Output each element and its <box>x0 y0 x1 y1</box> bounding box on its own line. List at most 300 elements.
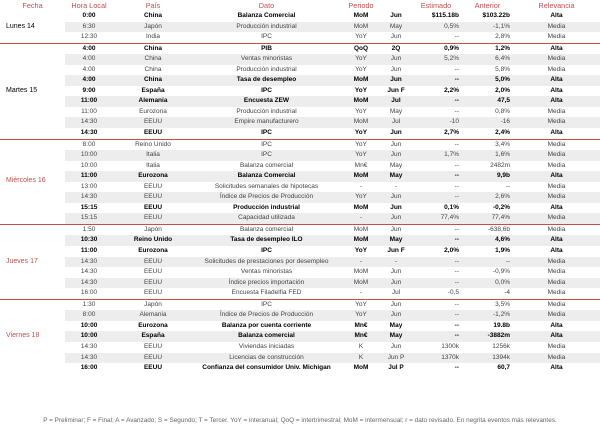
country-cell: EEUU <box>113 257 193 268</box>
unit-cell: YoY <box>354 129 368 137</box>
event-cell: Índice precios importación <box>193 278 340 289</box>
relevance-cell: Media <box>547 182 566 190</box>
estimate-cell: -- <box>454 33 459 41</box>
period-cell: Jun P <box>382 353 410 364</box>
relevance-cell: Media <box>513 278 600 289</box>
event-cell: Empire manufacturero <box>193 117 340 128</box>
unit-cell: MoM <box>340 22 382 33</box>
period-cell: Jul <box>382 117 410 128</box>
country-cell: EEUU <box>113 117 193 128</box>
event-cell: IPC <box>193 150 340 161</box>
previous-cell: 2,6% <box>462 192 513 203</box>
unit-cell: MoM <box>340 75 382 86</box>
event-row <box>0 257 600 268</box>
period-cell: Jun <box>390 65 402 73</box>
period-cell: Jun <box>382 75 410 86</box>
event-cell: Balanza comercial <box>239 161 294 169</box>
estimate-cell: -- <box>410 96 462 107</box>
event-cell: Balanza por cuenta corriente <box>221 321 312 329</box>
event-row <box>0 117 600 128</box>
event-row <box>0 299 600 310</box>
relevance-cell: Media <box>547 342 566 350</box>
event-cell: PIB <box>193 43 340 54</box>
day-label: Martes 15 <box>0 43 65 139</box>
estimate-cell: 0,5% <box>410 22 462 33</box>
event-cell: Producción industrial <box>236 65 297 73</box>
previous-cell: 1256k <box>492 342 510 350</box>
footnote: P = Preliminar; F = Final; A = Avanzado; S = Segundo; T = Tercer. YoY = interanual; QoQ = intertrimestral; MoM = intermensual; r = dato revisado. En negrita eventos más relevantes. <box>43 417 557 424</box>
event-row <box>0 86 600 97</box>
unit-cell: MoM <box>340 171 382 182</box>
estimate-cell: 77,4% <box>410 213 462 224</box>
previous-cell: -0,2% <box>493 203 510 211</box>
time-cell: 0:00 <box>82 12 96 19</box>
event-row <box>0 363 600 374</box>
estimate-cell: -- <box>454 364 459 372</box>
period-cell: - <box>382 257 410 268</box>
unit-cell: YoY <box>340 310 382 321</box>
event-row <box>0 192 600 203</box>
event-row <box>0 107 600 118</box>
country-cell: EEUU <box>143 364 163 372</box>
period-cell: May <box>382 331 410 342</box>
event-cell: Tasa de desempleo ILO <box>193 235 340 246</box>
time-cell: 10:00 <box>65 331 113 342</box>
unit-cell: - <box>340 213 382 224</box>
time-cell: 10:00 <box>65 150 113 161</box>
country-cell: Alemania <box>113 310 193 321</box>
header-row <box>0 0 600 11</box>
event-row <box>0 203 600 214</box>
time-cell: 8:00 <box>65 310 113 321</box>
estimate-cell: -- <box>410 139 462 150</box>
estimate-cell: -- <box>410 192 462 203</box>
relevance-cell: Media <box>513 224 600 235</box>
period-cell: Jun <box>390 33 402 41</box>
period-cell: Jun <box>390 203 402 211</box>
event-cell: IPC <box>261 86 272 94</box>
period-cell: Jun <box>390 342 402 350</box>
relevance-cell: Alta <box>550 129 563 137</box>
relevance-cell: Media <box>513 213 600 224</box>
estimate-cell: -- <box>454 321 459 329</box>
country-cell: China <box>143 12 163 19</box>
unit-cell: MoM <box>340 235 382 246</box>
country-cell: India <box>145 33 161 41</box>
event-row <box>0 150 600 161</box>
unit-cell: K <box>340 353 382 364</box>
previous-cell: 6,4% <box>462 54 513 65</box>
period-cell: Jun <box>382 310 410 321</box>
col-header-time: Hora Local <box>71 1 107 10</box>
previous-cell: 1,2% <box>462 43 513 54</box>
period-cell: May <box>389 161 403 169</box>
previous-cell: $103.22b <box>482 12 510 19</box>
unit-cell: - <box>340 257 382 268</box>
period-cell: Jun <box>390 268 402 276</box>
country-cell: EEUU <box>143 342 163 350</box>
previous-cell: 47,5 <box>462 96 513 107</box>
estimate-cell: 5,2% <box>410 54 462 65</box>
relevance-cell: Alta <box>513 331 600 342</box>
period-cell: Jun F <box>387 86 405 94</box>
period-cell: Jun <box>382 224 410 235</box>
estimate-cell: $115.18b <box>431 12 459 19</box>
event-row <box>0 213 600 224</box>
period-cell: 2Q <box>382 43 410 54</box>
event-cell: IPC <box>261 33 272 41</box>
time-cell: 4:00 <box>65 43 113 54</box>
country-cell: Alemania <box>113 96 193 107</box>
col-header-period-value <box>382 0 410 11</box>
unit-cell: YoY <box>354 247 368 255</box>
estimate-cell: 1,7% <box>410 150 462 161</box>
event-row <box>0 43 600 54</box>
estimate-cell: 2,7% <box>444 129 459 137</box>
relevance-cell: Media <box>513 139 600 150</box>
period-cell: May <box>389 107 403 115</box>
col-header-event: Dato <box>258 1 275 10</box>
previous-cell: 3,5% <box>462 299 513 310</box>
estimate-cell: -- <box>410 171 462 182</box>
period-cell: Jun <box>390 129 402 137</box>
event-cell: Índice de Precios de Producción <box>193 310 340 321</box>
previous-cell: 2,4% <box>495 129 510 137</box>
country-cell: EEUU <box>113 213 193 224</box>
time-cell: 16:00 <box>80 289 98 297</box>
event-cell: IPC <box>193 299 340 310</box>
event-row <box>0 161 600 172</box>
event-cell: Producción industrial <box>233 203 300 211</box>
relevance-cell: Alta <box>550 203 563 211</box>
relevance-cell: Media <box>513 353 600 364</box>
period-cell: Jun <box>382 278 410 289</box>
day-label: Viernes 18 <box>0 299 65 373</box>
time-cell: 14:30 <box>65 257 113 268</box>
previous-cell: 5,0% <box>462 75 513 86</box>
estimate-cell: -- <box>410 257 462 268</box>
event-row <box>0 288 600 299</box>
relevance-cell: Alta <box>550 86 563 94</box>
relevance-cell: Media <box>547 33 566 41</box>
event-cell: Capacidad utilizada <box>193 213 340 224</box>
time-cell: 4:00 <box>65 75 113 86</box>
country-cell: EEUU <box>113 278 193 289</box>
event-cell: Viviendas iniciadas <box>238 342 295 350</box>
time-cell: 11:00 <box>65 96 113 107</box>
country-cell: China <box>113 43 193 54</box>
estimate-cell: -- <box>410 299 462 310</box>
unit-cell: MoM <box>340 278 382 289</box>
time-cell: 1:30 <box>65 299 113 310</box>
country-cell: China <box>113 54 193 65</box>
event-cell: Índice de Precios de Producción <box>193 192 340 203</box>
relevance-cell: Alta <box>513 75 600 86</box>
estimate-cell: -- <box>410 235 462 246</box>
col-header-country: País <box>145 1 161 10</box>
unit-cell: Mn€ <box>340 331 382 342</box>
time-cell: 14:30 <box>65 353 113 364</box>
day-label: Miércoles 16 <box>0 139 65 224</box>
estimate-cell: -10 <box>410 117 462 128</box>
period-cell: Jun <box>382 192 410 203</box>
time-cell: 4:00 <box>65 54 113 65</box>
estimate-cell: -- <box>454 182 459 190</box>
relevance-cell: Media <box>547 107 566 115</box>
relevance-cell: Media <box>513 299 600 310</box>
col-header-previous: Anterior <box>474 1 501 10</box>
time-cell: 6:30 <box>65 22 113 33</box>
event-cell: Solicitudes semanales de hipotecas <box>214 182 319 190</box>
country-cell: España <box>113 331 193 342</box>
unit-cell: MoM <box>340 96 382 107</box>
event-cell: Balanza Comercial <box>193 171 340 182</box>
time-cell: 11:00 <box>81 107 97 115</box>
event-cell: Encuesta ZEW <box>193 96 340 107</box>
unit-cell: YoY <box>340 299 382 310</box>
estimate-cell: 1300k <box>441 342 459 350</box>
previous-cell: 2,8% <box>495 33 510 41</box>
relevance-cell: Media <box>547 289 566 297</box>
relevance-cell: Media <box>513 22 600 33</box>
event-cell: Balanza comercial <box>193 224 340 235</box>
estimate-cell: 1370k <box>410 353 462 364</box>
country-cell: Reino Unido <box>113 235 193 246</box>
event-row <box>0 246 600 257</box>
period-cell: Jul <box>382 96 410 107</box>
country-cell: Italia <box>113 150 193 161</box>
period-cell: Jun <box>382 299 410 310</box>
unit-cell: - <box>359 182 363 190</box>
country-cell: EEUU <box>113 192 193 203</box>
time-cell: 14:30 <box>65 278 113 289</box>
previous-cell: 1,9% <box>495 247 510 255</box>
estimate-cell: -- <box>454 65 459 73</box>
unit-cell: Mn€ <box>354 321 368 329</box>
unit-cell: YoY <box>354 86 368 94</box>
unit-cell: YoY <box>355 33 367 41</box>
period-cell: Jun <box>382 150 410 161</box>
time-cell: 9:00 <box>82 86 96 94</box>
unit-cell: YoY <box>340 150 382 161</box>
unit-cell: YoY <box>340 192 382 203</box>
unit-cell: MoM <box>353 364 369 372</box>
event-cell: Producción industrial <box>193 22 340 33</box>
country-cell: Japón <box>113 224 193 235</box>
country-cell: EEUU <box>143 268 163 276</box>
event-cell: Ventas minoristas <box>193 54 340 65</box>
relevance-cell: Alta <box>550 247 563 255</box>
event-row <box>0 331 600 342</box>
country-cell: Reino Unido <box>113 139 193 150</box>
event-cell: Licencias de construcción <box>193 353 340 364</box>
event-cell: Producción industrial <box>236 107 297 115</box>
event-row <box>0 171 600 182</box>
event-cell: IPC <box>261 247 272 255</box>
country-cell: EEUU <box>113 353 193 364</box>
event-cell: IPC <box>193 139 340 150</box>
event-cell: Tasa de desempleo <box>193 75 340 86</box>
relevance-cell: Alta <box>550 364 563 372</box>
estimate-cell: -- <box>454 161 459 169</box>
country-cell: EEUU <box>143 203 163 211</box>
country-cell: Japón <box>113 22 193 33</box>
previous-cell: -- <box>505 182 510 190</box>
event-cell: IPC <box>261 129 272 137</box>
time-cell: 1:50 <box>65 224 113 235</box>
event-row <box>0 22 600 33</box>
event-row <box>0 267 600 278</box>
unit-cell: Mn€ <box>354 161 368 169</box>
time-cell: 11:00 <box>80 247 98 255</box>
event-row <box>0 75 600 86</box>
estimate-cell: -- <box>410 278 462 289</box>
event-row <box>0 32 600 43</box>
time-cell: 10:00 <box>80 321 98 329</box>
time-cell: 12:30 <box>80 33 98 41</box>
unit-cell: YoY <box>355 107 367 115</box>
relevance-cell: Media <box>513 310 600 321</box>
period-cell: May <box>382 235 410 246</box>
previous-cell: -3882m <box>462 331 513 342</box>
relevance-cell: Media <box>513 192 600 203</box>
day-label: Jueves 17 <box>0 224 65 299</box>
previous-cell: -0,9% <box>493 268 510 276</box>
event-cell: Balanza comercial <box>193 331 340 342</box>
period-cell: - <box>394 182 398 190</box>
unit-cell: - <box>359 289 363 297</box>
event-row <box>0 321 600 332</box>
previous-cell: 19.8b <box>493 321 510 329</box>
period-cell: Jun <box>382 139 410 150</box>
period-cell: Jun <box>382 54 410 65</box>
event-row <box>0 342 600 353</box>
relevance-cell: Alta <box>513 43 600 54</box>
event-row <box>0 11 600 22</box>
relevance-cell: Media <box>513 150 600 161</box>
col-header-estimate: Estimado <box>420 1 452 10</box>
event-row <box>0 235 600 246</box>
relevance-cell: Alta <box>550 321 563 329</box>
event-cell: Encuesta Filadelfia FED <box>231 289 302 297</box>
time-cell: 14:30 <box>80 129 98 137</box>
estimate-cell: -- <box>454 268 459 276</box>
time-cell: 15:15 <box>80 203 98 211</box>
event-row <box>0 353 600 364</box>
estimate-cell: 0,9% <box>410 43 462 54</box>
relevance-cell: Alta <box>550 12 563 19</box>
country-cell: Italia <box>146 161 160 169</box>
country-cell: Eurozona <box>139 107 167 115</box>
event-row <box>0 96 600 107</box>
event-row <box>0 224 600 235</box>
time-cell: 13:00 <box>80 182 98 190</box>
unit-cell: YoY <box>340 54 382 65</box>
event-row <box>0 128 600 139</box>
event-row <box>0 310 600 321</box>
country-cell: China <box>113 75 193 86</box>
country-cell: EEUU <box>143 289 163 297</box>
previous-cell: -- <box>462 257 513 268</box>
unit-cell: MoM <box>340 117 382 128</box>
event-row <box>0 54 600 65</box>
unit-cell: MoM <box>353 203 369 211</box>
time-cell: 14:30 <box>80 268 98 276</box>
country-cell: Eurozona <box>113 171 193 182</box>
event-cell: Ventas minoristas <box>240 268 293 276</box>
previous-cell: -638,6b <box>462 224 513 235</box>
event-row <box>0 65 600 76</box>
period-cell: Jun <box>390 12 402 19</box>
estimate-cell: -0,5 <box>447 289 459 297</box>
day-label: Lunes 14 <box>0 11 65 43</box>
previous-cell: 60,7 <box>497 364 510 372</box>
estimate-cell: -- <box>410 75 462 86</box>
unit-cell: MoM <box>340 224 382 235</box>
unit-cell: MoM <box>353 268 369 276</box>
relevance-cell: Media <box>513 117 600 128</box>
relevance-cell: Alta <box>513 96 600 107</box>
time-cell: 16:00 <box>80 364 98 372</box>
event-cell: Solicitudes de prestaciones por desempleo <box>193 257 340 268</box>
event-cell: Confianza del consumidor Univ. Michigan <box>202 364 331 372</box>
unit-cell: K <box>358 342 364 350</box>
period-cell: May <box>382 22 410 33</box>
country-cell: EEUU <box>143 182 163 190</box>
previous-cell: 5,8% <box>495 65 510 73</box>
time-cell: 14:30 <box>65 117 113 128</box>
period-cell: Jun <box>382 213 410 224</box>
previous-cell: -1,2% <box>462 310 513 321</box>
col-header-relevance: Relevancia <box>538 1 575 10</box>
country-cell: Eurozona <box>138 321 168 329</box>
relevance-cell: Media <box>513 54 600 65</box>
period-cell: Jul <box>391 289 401 297</box>
time-cell: 8:00 <box>65 139 113 150</box>
previous-cell: -16 <box>462 117 513 128</box>
previous-cell: 4,6% <box>462 235 513 246</box>
previous-cell: -1,1% <box>462 22 513 33</box>
relevance-cell: Media <box>547 161 566 169</box>
calendar-body <box>0 11 600 374</box>
relevance-cell: Alta <box>513 171 600 182</box>
previous-cell: 1,6% <box>462 150 513 161</box>
estimate-cell: 2,2% <box>444 86 459 94</box>
previous-cell: 3,4% <box>462 139 513 150</box>
period-cell: May <box>382 171 410 182</box>
unit-cell: QoQ <box>340 43 382 54</box>
unit-cell: MoM <box>353 12 369 19</box>
relevance-cell: Media <box>547 268 566 276</box>
estimate-cell: -- <box>454 107 459 115</box>
time-cell: 11:00 <box>65 171 113 182</box>
estimate-cell: 2,0% <box>444 247 459 255</box>
previous-cell: 2,0% <box>495 86 510 94</box>
event-cell: Balanza Comercial <box>237 12 296 19</box>
relevance-cell: Media <box>547 65 566 73</box>
time-cell: 14:30 <box>65 192 113 203</box>
event-row <box>0 278 600 289</box>
country-cell: Japón <box>113 299 193 310</box>
relevance-cell: Media <box>513 257 600 268</box>
unit-cell: YoY <box>340 139 382 150</box>
country-cell: China <box>144 65 162 73</box>
previous-cell: 77,4% <box>462 213 513 224</box>
country-cell: EEUU <box>143 129 163 137</box>
period-cell: May <box>389 321 403 329</box>
time-cell: 10:30 <box>65 235 113 246</box>
estimate-cell: -- <box>410 224 462 235</box>
